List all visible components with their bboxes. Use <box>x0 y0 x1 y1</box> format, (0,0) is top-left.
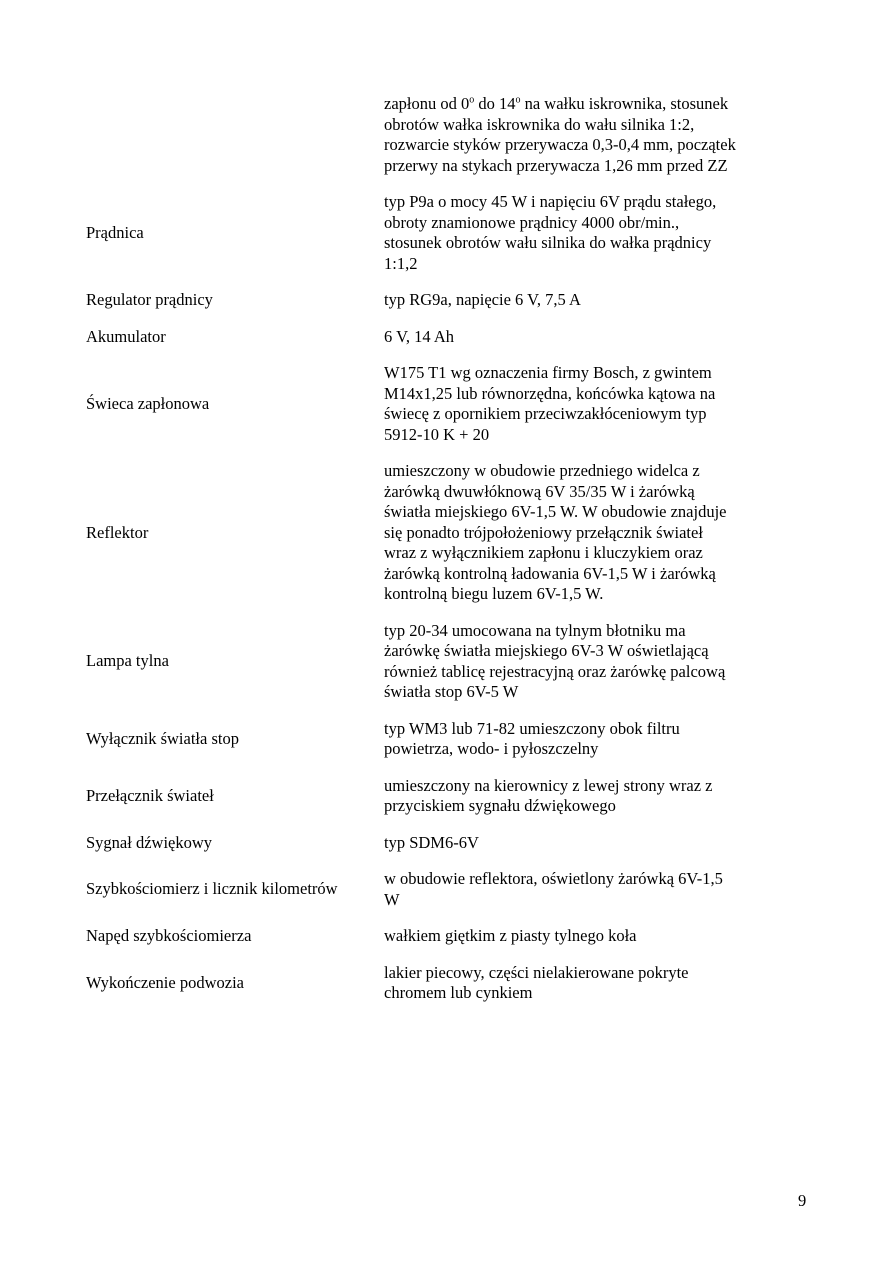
spec-value: typ WM3 lub 71-82 umieszczony obok filtru powietrza, wodo- i pyłoszczelny <box>384 718 680 758</box>
spec-value: w obudowie reflektora, oświetlony żarówką 6V-1,5 W <box>384 869 723 909</box>
spec-row-ignition-continued <box>86 94 736 176</box>
spec-row-wykonczenie <box>86 963 736 1004</box>
spec-row-swieca <box>86 363 736 445</box>
spec-value-text: na wałku iskrownika, stosunek obrotów wałka iskrownika do wału silnika 1:2, rozwarcie styków przerywacza 0,3-0,4 mm, początek przerwy na stykach przerywacza 1,26 mm przed ZZ <box>384 94 736 175</box>
spec-value: W175 T1 wg oznaczenia firmy Bosch, z gwintem M14x1,25 lub równorzędna, końcówka kątowa na świecę z opornikiem przeciwzakłóceniowym typ 5912-10 K + 20 <box>384 363 716 444</box>
spec-value: typ 20-34 umocowana na tylnym błotniku ma żarówkę światła miejskiego 6V-3 W oświetlającą również tablicę rejestracyjną oraz żarówkę palcową światła stop 6V-5 W <box>384 620 726 701</box>
spec-value: typ SDM6-6V <box>384 832 479 852</box>
spec-row-naped <box>86 926 736 947</box>
page-number: 9 <box>798 1191 807 1210</box>
spec-label: Prądnica <box>86 222 144 242</box>
spec-value: typ RG9a, napięcie 6 V, 7,5 A <box>384 290 581 309</box>
spec-value: typ P9a o mocy 45 W i napięciu 6V prądu stałego, obroty znamionowe prądnicy 4000 obr/min., stosunek obrotów wału silnika do wałka prądnicy 1:1,2 <box>384 192 717 273</box>
degree-superscript: o <box>515 94 521 106</box>
spec-label: Napęd szybkościomierza <box>86 926 252 945</box>
spec-value-text: do 14 <box>474 94 516 113</box>
spec-label: Regulator prądnicy <box>86 290 213 309</box>
spec-value <box>384 94 736 176</box>
spec-label: Reflektor <box>86 522 149 542</box>
spec-label: Szybkościomierz i licznik kilometrów <box>86 879 338 899</box>
spec-row-reflektor <box>86 461 736 605</box>
spec-row-pradnica <box>86 192 736 274</box>
spec-row-regulator <box>86 290 736 311</box>
spec-value: umieszczony w obudowie przedniego widelca z żarówką dwuwłóknową 6V 35/35 W i żarówką światła miejskiego 6V-1,5 W. W obudowie znajduje się ponadto trójpołożeniowy przełącznik świateł wraz z wyłącznikiem zapłonu i kluczykiem oraz żarówką kontrolną ładowania 6V-1,5 W i żarówką kontrolną biegu luzem 6V-1,5 W. <box>384 461 727 603</box>
spec-row-lampa-tylna <box>86 621 736 703</box>
spec-value: umieszczony na kierownicy z lewej strony wraz z przyciskiem sygnału dźwiękowego <box>384 775 713 815</box>
spec-row-szybkosciomierz <box>86 869 736 910</box>
spec-value-text: zapłonu od 0 <box>384 94 470 113</box>
spec-label: Akumulator <box>86 326 166 346</box>
spec-row-wylacznik-stop <box>86 719 736 760</box>
spec-row-sygnal <box>86 833 736 854</box>
spec-value: 6 V, 14 Ah <box>384 326 454 346</box>
spec-value: lakier piecowy, części nielakierowane pokryte chromem lub cynkiem <box>384 962 689 1002</box>
spec-label: Wykończenie podwozia <box>86 972 244 992</box>
spec-row-przelacznik-swiatel <box>86 776 736 817</box>
spec-table <box>86 94 736 1020</box>
spec-label: Sygnał dźwiękowy <box>86 832 213 852</box>
spec-label: Lampa tylna <box>86 651 169 671</box>
spec-value: wałkiem giętkim z piasty tylnego koła <box>384 926 637 945</box>
spec-label: Wyłącznik światła stop <box>86 728 239 748</box>
spec-label: Przełącznik świateł <box>86 785 214 805</box>
spec-row-akumulator <box>86 327 736 348</box>
spec-label: Świeca zapłonowa <box>86 393 210 413</box>
degree-superscript: o <box>469 94 475 106</box>
